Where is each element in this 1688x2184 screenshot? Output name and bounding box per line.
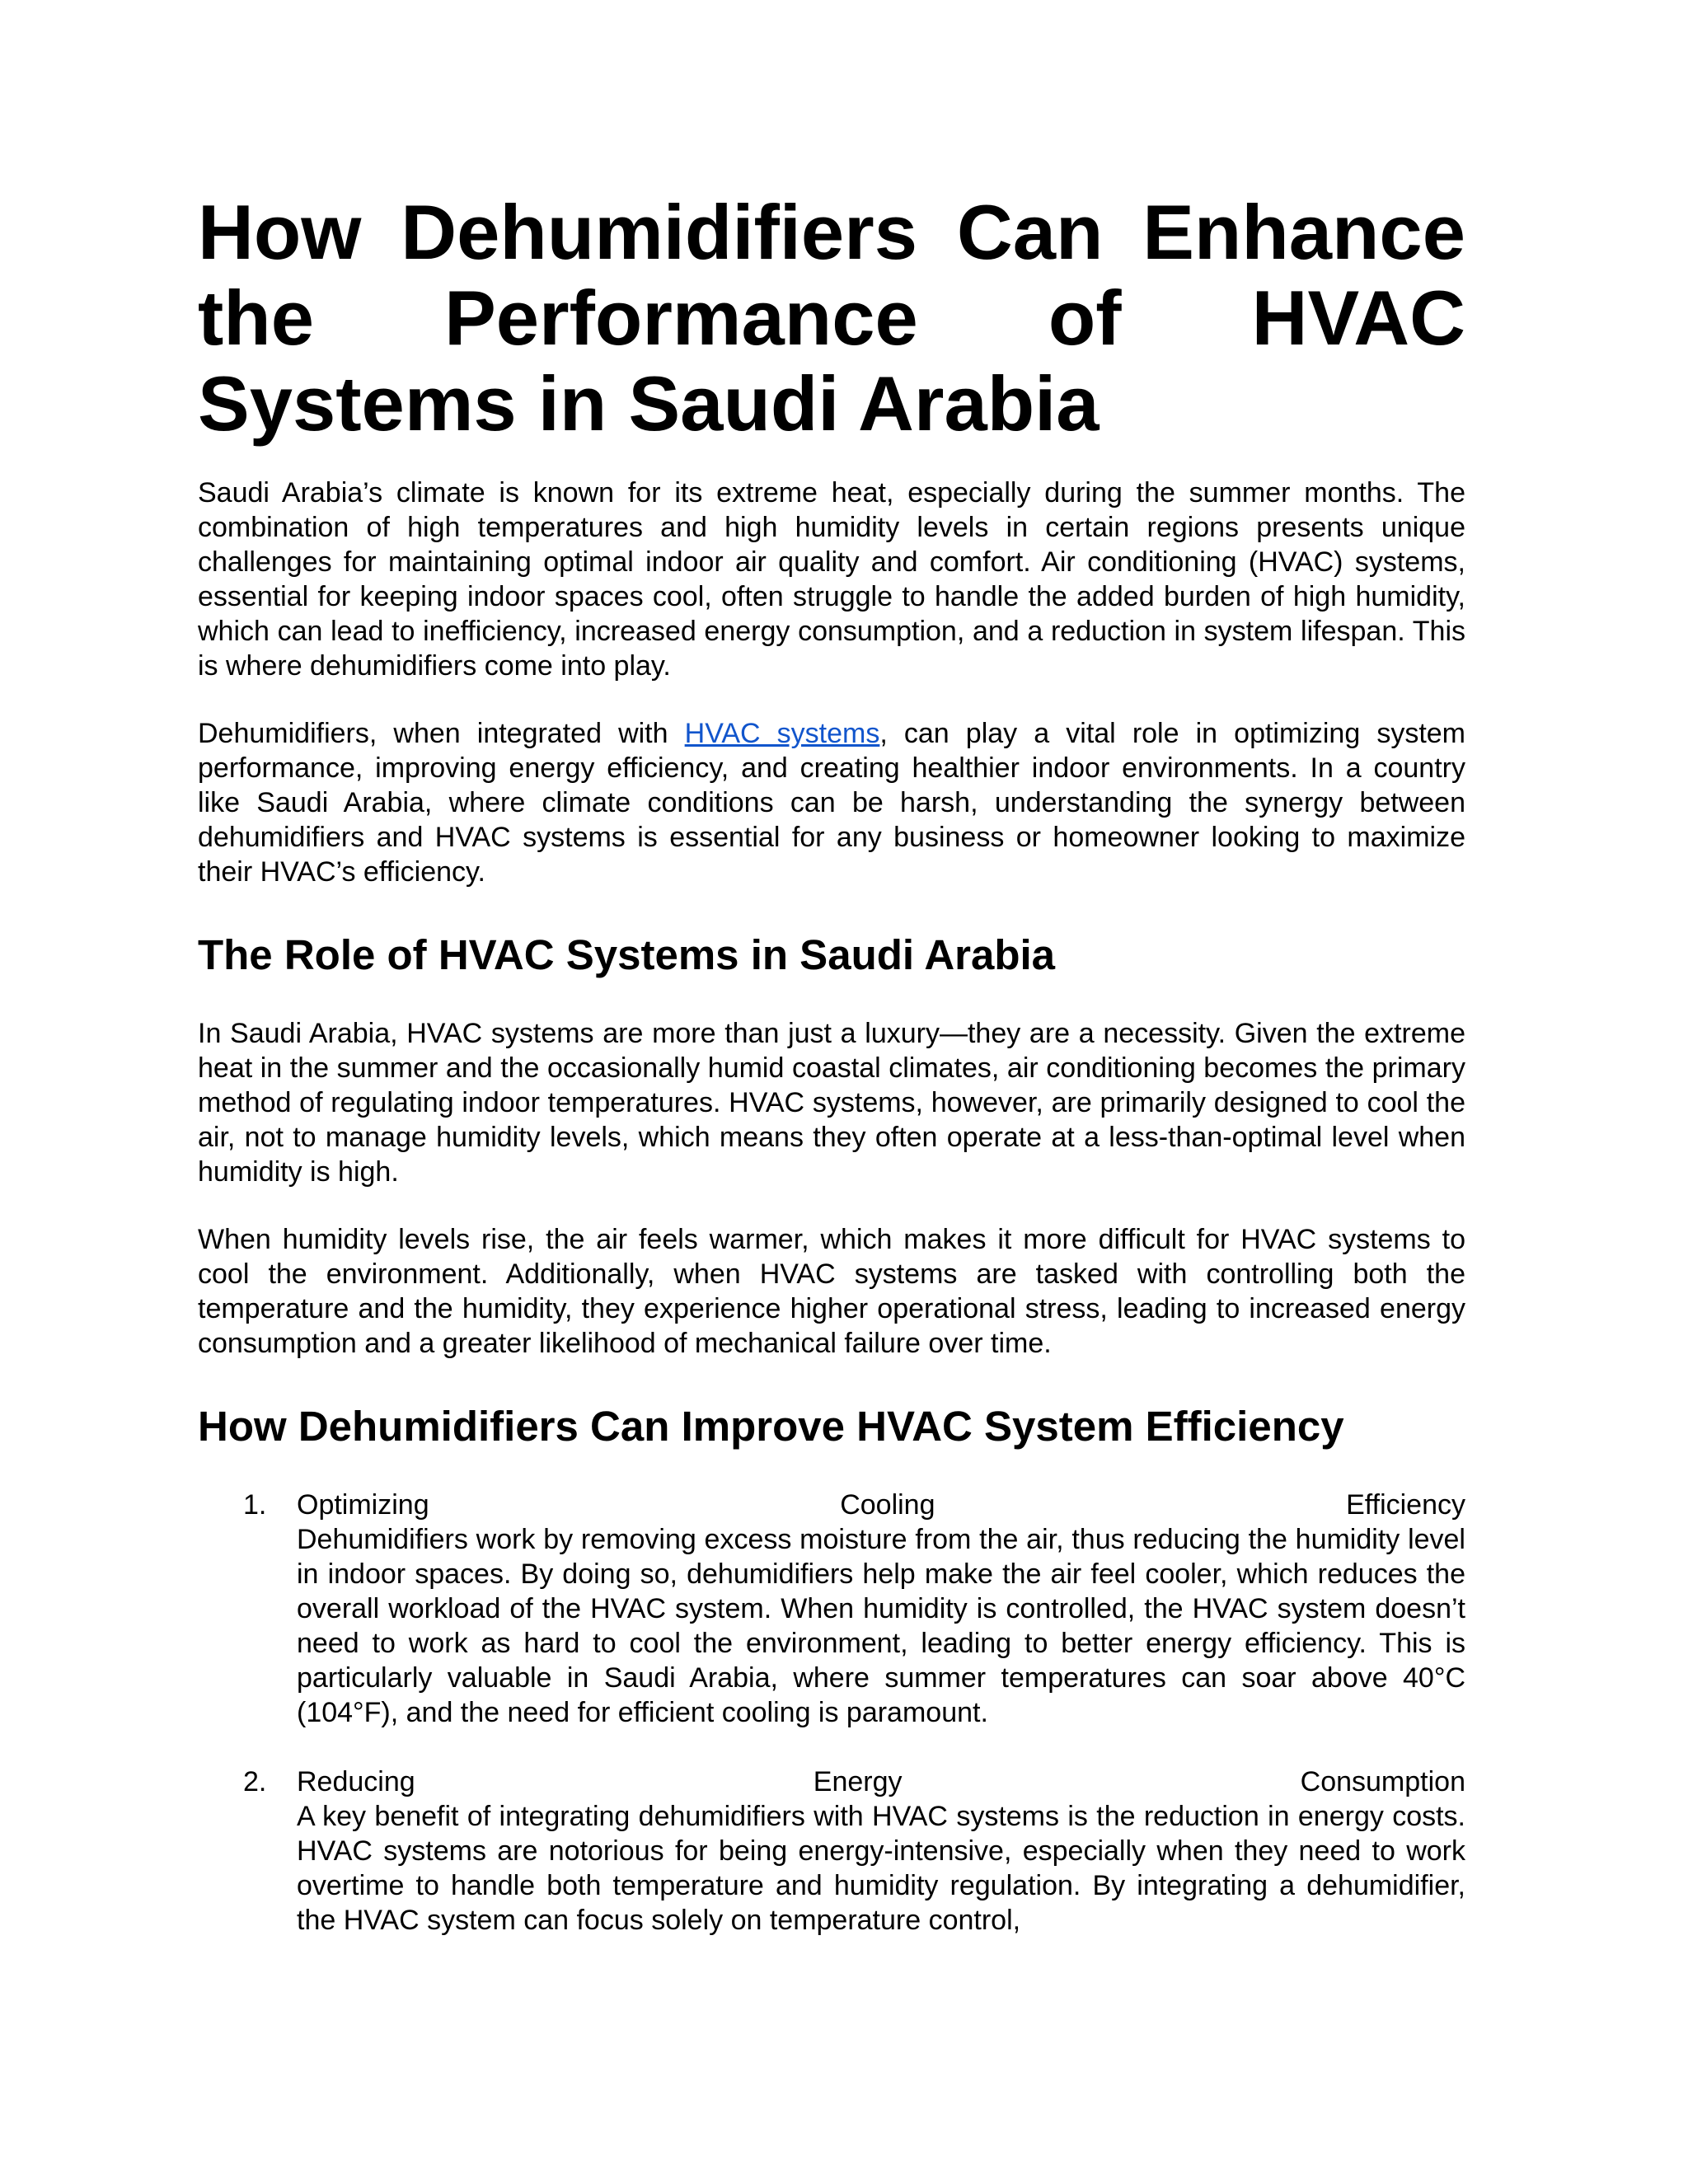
list-item-body: Dehumidifiers work by removing excess moisture from the air, thus reducing the humidity level in indoor spaces. By doing so, dehumidifiers help make the air feel cooler, which reduces the overall workload of the HVAC system. When humidity is controlled, the HVAC system doesn’t need to work as hard to cool the environment, leading to better energy efficiency. This is particularly valuable in Saudi Arabia, where summer temperatures can soar above 40°C (104°F), and the need for efficient cooling is paramount. [297,1524,1465,1728]
efficiency-list [198,1488,1465,1938]
document-page [198,190,1465,1972]
intro-paragraph-1: Saudi Arabia’s climate is known for its extreme heat, especially during the summer months. The combination of high temperatures and high humidity levels in certain regions presents unique challenges for maintaining optimal indoor air quality and comfort. Air conditioning (HVAC) systems, essential for keeping indoor spaces cool, often struggle to handle the added burden of high humidity, which can lead to inefficiency, increased energy consumption, and a reduction in system lifespan. This is where dehumidifiers come into play. [198,477,1465,682]
list-item-number: 1. [243,1489,267,1521]
list-item-title-word: Reducing [297,1766,415,1797]
intro-paragraph-2 [198,716,1465,889]
list-item [198,1488,1465,1730]
list-item-title-word: Cooling [840,1489,935,1521]
section-heading-improve-efficiency: How Dehumidifiers Can Improve HVAC System Efficiency [198,1403,1344,1450]
section-1-paragraph-2: When humidity levels rise, the air feels warmer, which makes it more difficult for HVAC systems to cool the environment. Additionally, when HVAC systems are tasked with controlling both the temperature and the humidity, they experience higher operational stress, leading to increased energy consumption and a greater likelihood of mechanical failure over time. [198,1224,1465,1359]
list-item-title [297,1765,1465,1799]
list-item-number: 2. [243,1766,267,1797]
list-item-body: A key benefit of integrating dehumidifiers with HVAC systems is the reduction in energy costs. HVAC systems are notorious for being energy-intensive, especially when they need to work overtime to handle both temperature and humidity regulation. By integrating a dehumidifier, the HVAC system can focus solely on temperature control, [297,1801,1465,1936]
intro-paragraph-2-end: , can play a vital role in optimizing system performance, improving energy efficiency, and creating healthier indoor environments. In a country like Saudi Arabia, where climate conditions can be harsh, understanding the synergy between dehumidifiers and HVAC systems is essential for any business or homeowner looking to maximize their HVAC’s efficiency. [198,718,1465,888]
page-title: How Dehumidifiers Can Enhance the Performance of HVAC Systems in Saudi Arabia [198,189,1465,447]
intro-paragraph-2-start: Dehumidifiers, when integrated with [198,718,685,749]
list-item [198,1765,1465,1938]
list-item-title-word: Energy [813,1766,903,1797]
list-item-title-word: Efficiency [1346,1489,1465,1521]
list-item-title-word: Consumption [1300,1766,1465,1797]
hvac-systems-link[interactable]: HVAC systems [684,718,880,749]
list-item-title-word: Optimizing [297,1489,429,1521]
section-1-paragraph-1: In Saudi Arabia, HVAC systems are more than just a luxury—they are a necessity. Given the extreme heat in the summer and the occasionally humid coastal climates, air conditioning becomes the primary method of regulating indoor temperatures. HVAC systems, however, are primarily designed to cool the air, not to manage humidity levels, which means they often operate at a less-than-optimal level when humidity is high. [198,1018,1465,1188]
section-heading-role-of-hvac: The Role of HVAC Systems in Saudi Arabia [198,931,1056,978]
list-item-title [297,1488,1465,1522]
